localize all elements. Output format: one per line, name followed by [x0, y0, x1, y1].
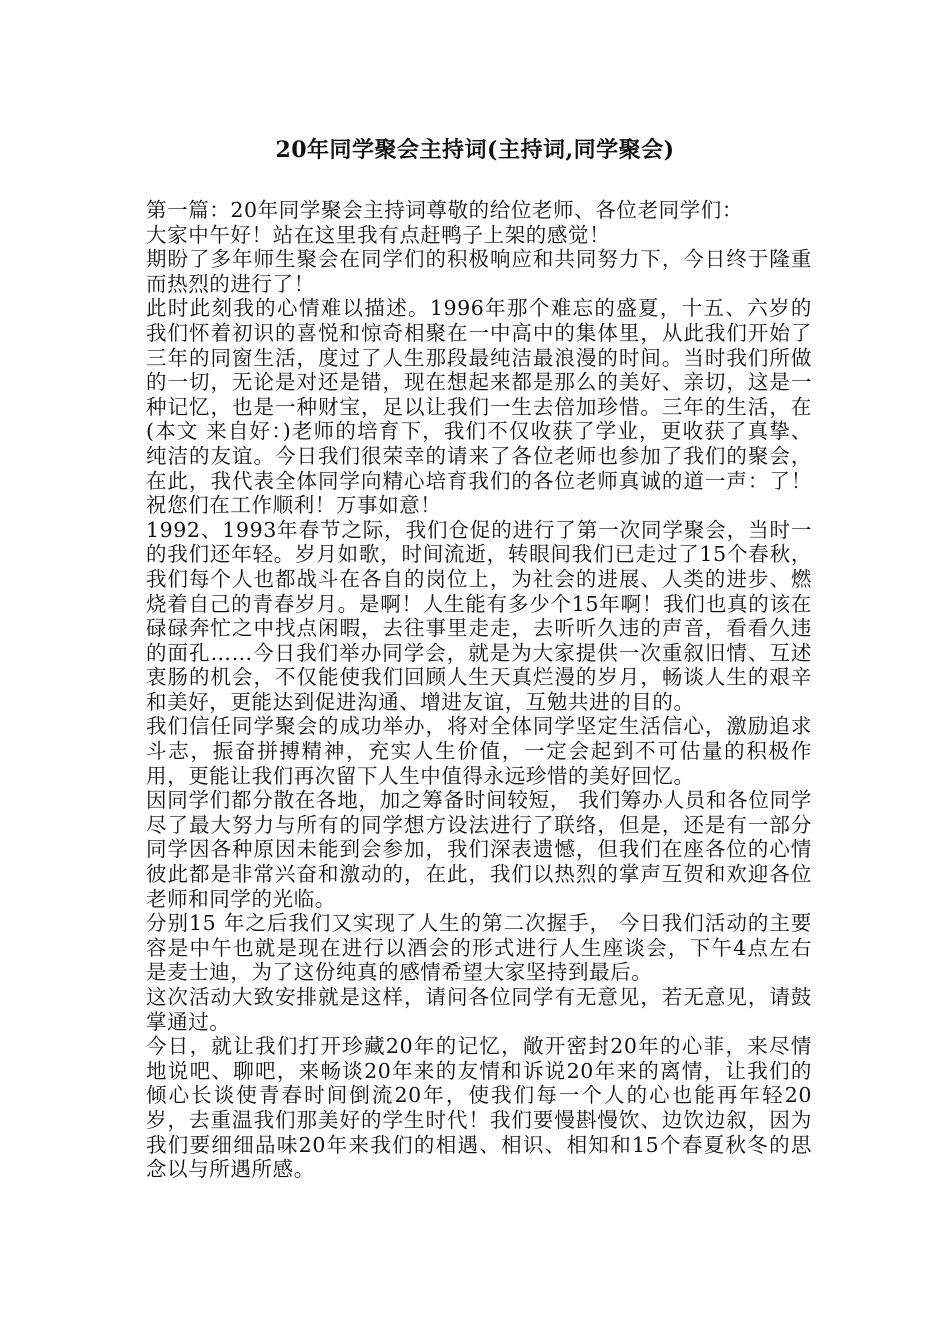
document-body — [146, 198, 812, 1182]
document-title: 20年同学聚会主持词(主持词,同学聚会) — [275, 137, 675, 163]
paragraph-10: 今日，就让我们打开珍藏20年的记忆，敞开密封20年的心菲，来尽情地说吧、聊吧，来畅谈20年来的友情和诉说20年来的离情，让我们的倾心长谈使青春时间倒流20年，使我们每一个人的心也能再年轻20岁，去重温我们那美好的学生时代！我们要慢斟慢饮、边饮边叙，因为我们要细细品味20年来我们的相遇、相识、相知和15个春夏秋冬的思念以与所遇所感。 — [146, 1034, 812, 1182]
paragraph-7: 因同学们都分散在各地，加之筹备时间较短， 我们筹办人员和各位同学尽了最大努力与所有的同学想方设法进行了联络，但是，还是有一部分同学因各种原因未能到会参加，我们深表遗憾，但我们在座各位的心情彼此都是非常兴奋和激动的，在此，我们以热烈的掌声互贺和欢迎各位老师和同学的光临。 — [146, 788, 812, 911]
paragraph-1: 第一篇：20年同学聚会主持词尊敬的给位老师、各位老同学们： — [146, 198, 743, 222]
paragraph-8: 分别15 年之后我们又实现了人生的第二次握手， 今日我们活动的主要容是中午也就是现在进行以酒会的形式进行人生座谈会，下午4点左右是麦士迪，为了这份纯真的感情希望大家坚持到最后。 — [146, 911, 812, 985]
paragraph-2: 大家中午好！站在这里我有点赶鸭子上架的感觉！ — [146, 222, 611, 247]
paragraph-5: 1992、1993年春节之际，我们仓促的进行了第一次同学聚会，当时一的我们还年轻。岁月如歌，时间流逝，转眼间我们已走过了15个春秋，我们每个人也都战斗在各自的岗位上，为社会的进展、人类的进步、燃烧着自己的青春岁月。是啊！人生能有多少个15年啊！我们也真的该在碌碌奔忙之中找点闲暇，去往事里走走，去听听久违的声音，看看久违的面孔……今日我们举办同学会，就是为大家提供一次重叙旧情、互述衷肠的机会，不仅能使我们回顾人生天真烂漫的岁月，畅谈人生的艰辛和美好，更能达到促进沟通、增进友谊，互勉共进的目的。 — [146, 517, 812, 714]
paragraph-6: 我们信任同学聚会的成功举办，将对全体同学坚定生活信心，激励追求斗志，振奋拼搏精神，充实人生价值，一定会起到不可估量的积极作用，更能让我们再次留下人生中值得永远珍惜的美好回忆。 — [146, 714, 812, 788]
paragraph-3: 期盼了多年师生聚会在同学们的积极响应和共同努力下，今日终于隆重而热烈的进行了！ — [146, 247, 812, 296]
paragraph-4: 此时此刻我的心情难以描述。1996年那个难忘的盛夏，十五、六岁的我们怀着初识的喜悦和惊奇相聚在一中高中的集体里，从此我们开始了三年的同窗生活，度过了人生那段最纯洁最浪漫的时间。当时我们所做的一切，无论是对还是错，现在想起来都是那么的美好、亲切，这是一种记忆，也是一种财宝，足以让我们一生去倍加珍惜。三年的生活，在(本文 来自好：)老师的培育下，我们不仅收获了学业，更收获了真挚、纯洁的友谊。今日我们很荣幸的请来了各位老师也参加了我们的聚会，在此，我代表全体同学向精心培育我们的各位老师真诚的道一声：了！祝您们在工作顺利！万事如意！ — [146, 296, 812, 518]
paragraph-9: 这次活动大致安排就是这样，请问各位同学有无意见，若无意见，请鼓掌通过。 — [146, 985, 812, 1034]
